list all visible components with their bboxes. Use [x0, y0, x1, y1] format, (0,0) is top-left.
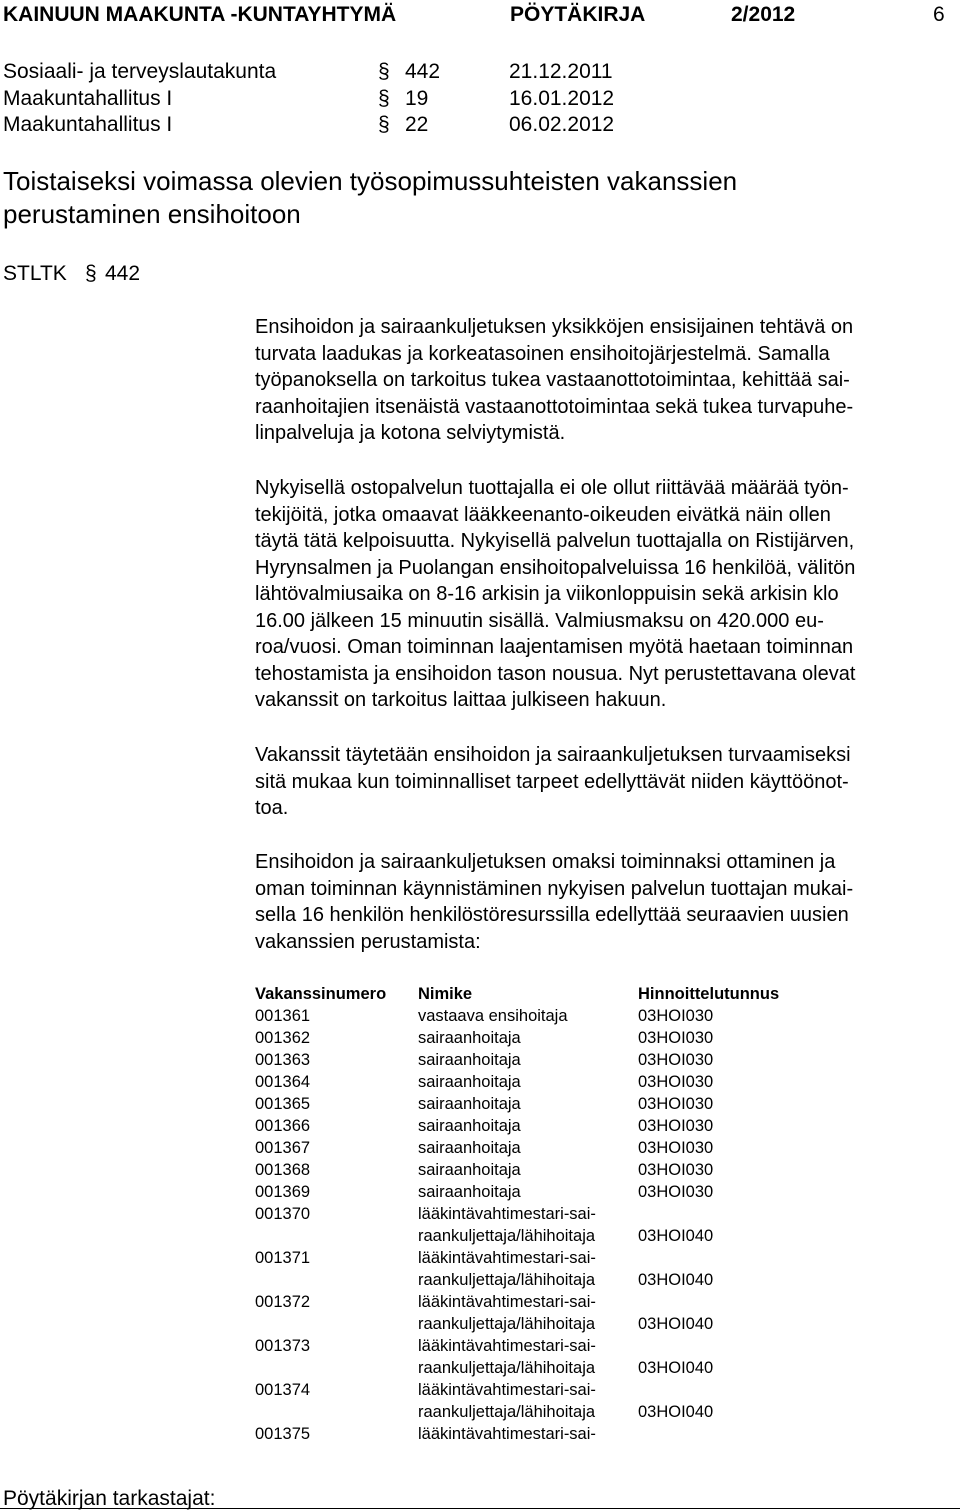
pricing-code-cell: [638, 1423, 779, 1445]
table-row: [255, 1159, 779, 1181]
document-title-line: Toistaiseksi voimassa olevien työsopimussuhteisten vakanssien: [3, 166, 738, 196]
body-paragraph: [255, 314, 955, 447]
job-title-cell: [418, 1159, 638, 1181]
table-header-row: [255, 983, 779, 1005]
reference-date: 16.01.2012: [509, 87, 615, 110]
column-header: Nimike: [418, 985, 473, 1003]
job-title-line: sairaanhoitaja: [418, 1095, 521, 1113]
vacancy-number-cell: 001362: [255, 1029, 311, 1047]
vacancy-number-cell: 001372: [255, 1293, 311, 1311]
job-title-line: lääkintävahtimestari-sai-: [418, 1293, 596, 1311]
job-title-cell: [418, 1379, 638, 1423]
paragraph-line: linpalveluja ja kotona selviytymistä.: [255, 422, 566, 444]
paragraph-line: Hyrynsalmen ja Puolangan ensihoitopalveluissa 16 henkilöä, välitön: [255, 556, 856, 579]
paragraph-line: täytä tätä kelpoisuutta. Nykyisellä palvelun tuottajalla on Ristijärven,: [255, 530, 855, 552]
vacancy-table: [255, 983, 779, 1445]
table-row: [255, 1423, 779, 1445]
table-row: [255, 1093, 779, 1115]
column-header: Hinnoittelutunnus: [638, 985, 780, 1003]
job-title-cell: [418, 1291, 638, 1335]
job-title-line: sairaanhoitaja: [418, 1117, 521, 1135]
pricing-code-cell: 03HOI040: [638, 1359, 714, 1377]
job-title-cell: [418, 1071, 638, 1093]
reference-section: 22: [405, 113, 429, 136]
job-title-line: lääkintävahtimestari-sai-: [418, 1205, 596, 1223]
pricing-code-cell: 03HOI030: [638, 1139, 714, 1157]
reference-date: 21.12.2011: [509, 60, 613, 83]
job-title-cell: [418, 1093, 638, 1115]
job-title-line: lääkintävahtimestari-sai-: [418, 1337, 596, 1355]
vacancy-number-cell: 001365: [255, 1095, 311, 1113]
paragraph-line: työpanoksella on tarkoitus tukea vastaanottotoimintaa, kehittää sai-: [255, 369, 850, 391]
reference-section: 19: [405, 87, 429, 110]
vacancy-number-cell: 001375: [255, 1425, 311, 1443]
vacancy-number-cell: 001374: [255, 1381, 311, 1399]
document-title-line: perustaminen ensihoitoon: [3, 199, 301, 229]
paragraph-line: lähtövalmiusaika on 8-16 arkisin ja viikonloppuisin sekä arkisin klo: [255, 583, 839, 605]
pricing-code-cell: 03HOI030: [638, 1183, 714, 1201]
reference-body: Sosiaali- ja terveyslautakunta: [3, 60, 277, 83]
organization-name: KAINUUN MAAKUNTA -KUNTAYHTYMÄ: [3, 3, 397, 26]
document-type: PÖYTÄKIRJA: [510, 3, 646, 26]
paragraph-line: vakanssien perustamista:: [255, 930, 481, 953]
pricing-code-cell: 03HOI040: [638, 1271, 714, 1289]
job-title-cell: [418, 1203, 638, 1247]
job-title-cell: [418, 1423, 638, 1445]
job-title-cell: [418, 1005, 638, 1027]
job-title-cell: [418, 1181, 638, 1203]
paragraph-line: Vakanssit täytetään ensihoidon ja sairaankuljetuksen turvaamiseksi: [255, 744, 851, 766]
paragraph-line: vakanssit on tarkoitus laittaa julkiseen hakuun.: [255, 689, 667, 711]
pricing-code-cell: 03HOI030: [638, 1029, 714, 1047]
body-paragraph: [255, 849, 955, 955]
job-title-cell: [418, 1137, 638, 1159]
job-title-line: raankuljettaja/lähihoitaja: [418, 1271, 596, 1289]
paragraph-line: sitä mukaa kun toiminnalliset tarpeet edellyttävät niiden käyttöönot-: [255, 770, 849, 793]
job-title-cell: [418, 1115, 638, 1137]
paragraph-line: tekijöitä, jotka omaavat lääkkeenanto-oikeuden eivätkä näin ollen: [255, 503, 831, 526]
paragraph-line: sella 16 henkilön henkilöstöresurssilla edellyttää seuraavien uusien: [255, 904, 849, 926]
pricing-code-cell: 03HOI030: [638, 1117, 714, 1135]
pricing-code-cell: 03HOI040: [638, 1315, 714, 1333]
job-title-cell: [418, 1027, 638, 1049]
job-title-line: sairaanhoitaja: [418, 1183, 521, 1201]
table-row: [255, 1379, 779, 1423]
job-title-cell: [418, 1247, 638, 1291]
table-row: [255, 1203, 779, 1247]
pricing-code-cell: 03HOI030: [638, 1073, 714, 1091]
paragraph-line: turvata laadukas ja korkeatasoinen ensihoitojärjestelmä. Samalla: [255, 342, 830, 365]
section-sign-icon: §: [378, 87, 390, 110]
job-title-cell: [418, 1049, 638, 1071]
footer-label: Pöytäkirjan tarkastajat:: [3, 1487, 216, 1510]
job-title-line: sairaanhoitaja: [418, 1029, 521, 1047]
table-row: [255, 1115, 779, 1137]
paragraph-line: 16.00 jälkeen 15 minuutin sisällä. Valmiusmaksu on 420.000 eu-: [255, 609, 824, 632]
page-number: 6: [933, 3, 945, 26]
paragraph-line: Ensihoidon ja sairaankuljetuksen omaksi toiminnaksi ottaminen ja: [255, 851, 836, 873]
vacancy-number-cell: 001363: [255, 1051, 311, 1069]
job-title-line: raankuljettaja/lähihoitaja: [418, 1403, 596, 1421]
job-title-line: sairaanhoitaja: [418, 1073, 521, 1091]
pricing-code-cell: 03HOI040: [638, 1403, 714, 1421]
reference-date: 06.02.2012: [509, 113, 615, 136]
paragraph-line: toa.: [255, 797, 289, 819]
section-sign-icon: §: [85, 262, 97, 285]
vacancy-number-cell: 001366: [255, 1117, 311, 1135]
table-row: [255, 1291, 779, 1335]
stltk-label: STLTK: [3, 262, 67, 285]
job-title-line: lääkintävahtimestari-sai-: [418, 1249, 596, 1267]
vacancy-number-cell: 001373: [255, 1337, 311, 1355]
vacancy-number-cell: 001370: [255, 1205, 311, 1223]
table-row: [255, 1005, 779, 1027]
job-title-line: sairaanhoitaja: [418, 1139, 521, 1157]
table-row: [255, 1137, 779, 1159]
job-title-line: lääkintävahtimestari-sai-: [418, 1425, 596, 1443]
section-sign-icon: §: [378, 60, 390, 83]
document-number: 2/2012: [731, 3, 796, 26]
job-title-line: sairaanhoitaja: [418, 1161, 521, 1179]
body-paragraph: [255, 742, 955, 822]
table-row: [255, 1071, 779, 1093]
paragraph-line: Ensihoidon ja sairaankuljetuksen yksikköjen ensisijainen tehtävä on: [255, 316, 854, 338]
job-title-line: vastaava ensihoitaja: [418, 1007, 568, 1025]
pricing-code-cell: 03HOI030: [638, 1051, 714, 1069]
reference-body: Maakuntahallitus I: [3, 87, 173, 110]
table-row: [255, 1335, 779, 1379]
column-header: Vakanssinumero: [255, 985, 387, 1003]
job-title-line: raankuljettaja/lähihoitaja: [418, 1315, 596, 1333]
section-sign-icon: §: [378, 113, 390, 136]
table-row: [255, 1049, 779, 1071]
body-paragraph: [255, 475, 955, 714]
paragraph-line: raanhoitajien itsenäistä vastaanottotoimintaa sekä tukea turvapuhe-: [255, 395, 854, 418]
paragraph-line: tehostamista ja ensihoidon tason nousua. Nyt perustettavana olevat: [255, 662, 856, 685]
job-title-line: raankuljettaja/lähihoitaja: [418, 1227, 596, 1245]
table-row: [255, 1181, 779, 1203]
job-title-line: sairaanhoitaja: [418, 1051, 521, 1069]
paragraph-line: Nykyisellä ostopalvelun tuottajalla ei ole ollut riittävää määrää työn-: [255, 477, 849, 499]
vacancy-number-cell: 001367: [255, 1139, 311, 1157]
pricing-code-cell: 03HOI030: [638, 1095, 714, 1113]
reference-body: Maakuntahallitus I: [3, 113, 173, 136]
job-title-line: lääkintävahtimestari-sai-: [418, 1381, 596, 1399]
vacancy-number-cell: 001371: [255, 1249, 311, 1267]
paragraph-line: oman toiminnan käynnistäminen nykyisen palvelun tuottajan mukai-: [255, 877, 854, 900]
vacancy-number-cell: 001369: [255, 1183, 311, 1201]
job-title-line: raankuljettaja/lähihoitaja: [418, 1359, 596, 1377]
pricing-code-cell: 03HOI040: [638, 1227, 714, 1245]
paragraph-line: roa/vuosi. Oman toiminnan laajentamisen myötä haetaan toiminnan: [255, 636, 854, 658]
table-row: [255, 1027, 779, 1049]
reference-section: 442: [405, 60, 441, 83]
table-row: [255, 1247, 779, 1291]
pricing-code-cell: 03HOI030: [638, 1161, 714, 1179]
vacancy-number-cell: 001361: [255, 1007, 311, 1025]
vacancy-number-cell: 001364: [255, 1073, 311, 1091]
job-title-cell: [418, 1335, 638, 1379]
vacancy-number-cell: 001368: [255, 1161, 311, 1179]
pricing-code-cell: 03HOI030: [638, 1007, 714, 1025]
stltk-section: 442: [105, 262, 141, 285]
